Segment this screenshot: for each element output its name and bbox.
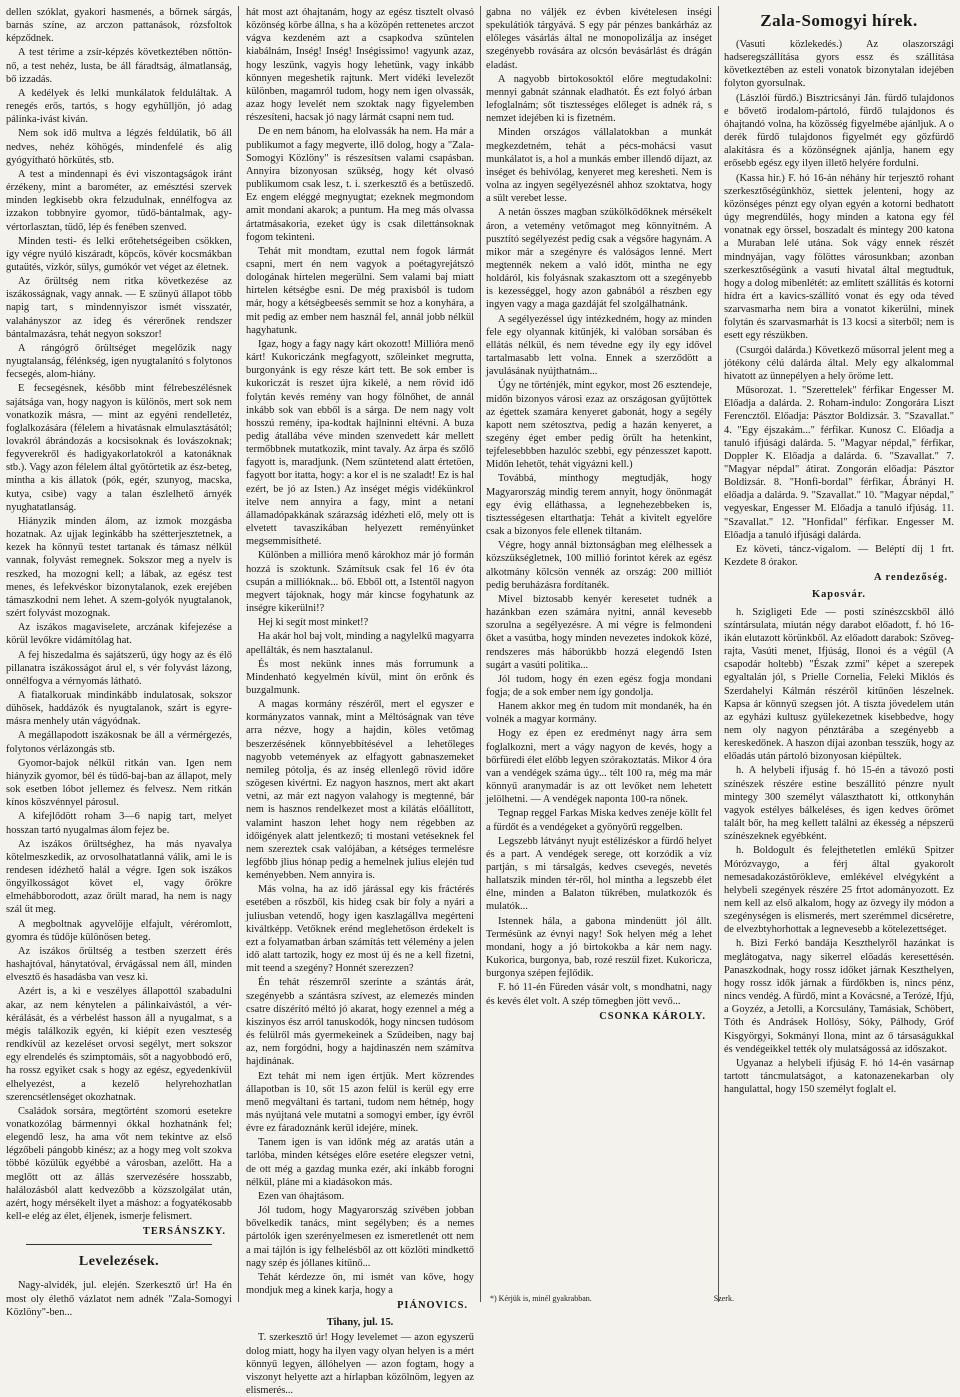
paragraph: A kifejlődött roham 3—6 napig tart, melyet hosszan tartó nyugalmas álom fejez be. [6,811,232,836]
paragraph: Különben a millióra menő károkhoz már jó formán hozzá is szoktunk. Számítsuk csak fel 16 év óta csupán a millióknak... bő. Ebből ott, a Istentől nagyon megvert tájoknak, hogy már kincse fogyhatunk az inségre kikerülni!? [246,550,474,615]
paragraph: hát most azt óhajtanám, hogy az egész tisztelt olvasó közönség körbe állna, s ha a közöpén rettenetes arczot vágva kezdeném azt a csapkodva szüntelen kiabálnám, Inség! Inség! Inségissimo! vagyunk azaz, hogy leszünk, vagyis hogy lehetünk, vagy inkább könnyen megeshetik rajtunk. Mert vidéki levelezőt különben, magamról tudom, hogy nem igen olvassák, azaz hogy levelét nem szoktak nagy figyelemben részesíteni, hacsak jó nagy lármát csapni nem tud. [246,7,474,124]
paragraph: Ezt tehát mi nem igen értjük. Mert közrendes állapotban is 10, sőt 15 azon felül is kerül egy erre menő megváltani és tartani, tudom nem hétnép, hogy más nyújtaná vele mutatni a somogyi ember, így évről évre ez fáradoznánk kerül idejére, minek. [246,1070,474,1135]
paragraph: Ha akár hol baj volt, minding a nagylelkű magyarra apellálták, és nem hasztalanul. [246,631,474,656]
paragraph: A magas kormány részéről, mert el egyszer e kormányzatos vannak, mint a Méltóságnak van téve arra nézve, hogy a hajdin, köles vetőmag beszerzésének könnyebbítésével a lehetőleges nagyobb vetemények az elfagyott gabnaszemeket nemileg pótolja, és az inség ellenlegő rövid időre szögesen kivértni. Ez nagyon hasznos, mert akt akart vetni, az már ezt nagyon valahogy is megtenné, bár nem is hasznos rendelkezet most a kilátás előállított, valamint haszon lehet hogy nem régebben az időigények alatt jelentkező; ti mostani vetéseknek fel nem szereztek csak valójában, a kétséges termelésre legfőbb jlius hónap pedig a hemelnek julius elején tud keményebben. Nem annyira is. [246,699,474,882]
paragraph: Az őrültség nem ritka következése az iszákosságnak, vagy annak. — E szűnyű állapot több napig tart, s mindennyiszor ismét visszatér, valahányszor az ideg és vérerőnek rendszer bántalmazásra, tehát negyon sokszor! [6,276,232,340]
paragraph: Minden országos vállalatokban a munkát megkezdetném, tehát a pécs-mohácsi vasut munkálatot is, a hol a munkás ember illendő díjazt, az inséget és behivólag, kenyeret meg keresheti. Nem is volna az ingyen segélyezésnél ahhoz szoktatva, hogy a sült verebet lesse. [486,127,712,205]
paragraph: A kedélyek és lelki munkálatok felduláltak. A renegés erős, tartós, s hogy egyhülljön, jó adag pálinka-ivást kiván. [6,87,232,126]
paragraph: Ez követi, táncz-vigalom. — Beléptí díj 1 frt. Kezdete 8 órakor. [724,543,954,569]
paragraph: Azért is, a ki e veszélyes állapottól szabadulni akar, az nem kénytelen a pálinkaivástól, a vér-kérálását, és a vérbelést hasson áll a nyugalmat, s a mégis találkozik egyén, ki kiépít ezen veszteség rendkívül az kezeléset orvosi segélyt, mert sokszor egy elrendelés és szimptomáis, sőt a nagyobbodó erő, ha rossz egyiket csak s hogy az egész, egyedenkívül elhelyezést, a kezelő helyrehozhatlan szerencsétlenséget okozhatnak. [6,986,232,1103]
column-1 [6,6,232,1318]
footnote-editor: Szerk. [713,1294,734,1303]
paragraph: A rángógrő őrültséget megelőzik nagy nyugtalanság, félénkség, igen nyugtalanító s folytonos fecsegés, alom-hiány. [6,342,232,381]
paragraph: dellen szóklat, gyakori hasmenés, a bőrnek sárgás, barnás színe, az arczon pattanások, rózsfoltok képződnek. [6,7,232,45]
signature: A rendezőség. [874,572,948,584]
paragraph: h. Szigligeti Ede — posti színészcskből álló színtársulata, miután négy darabot előadott, f. hó 16-ikán elutazott körünkből. Az előadott darabok: Szöveg-rajta, Vasúti menet, Ifjúság, Ilonoi és a végül (A csapodár holtebb) "Észak zzmi" képet a szerepek egyaltalán jól, s Prielle Cornelia, Feleki Miklós és Szerdahelyi Kálmán részéről kitűnően lészelnek. Kapsa ár könnyű szegsen jót. A tiszta jövedelem után az egyházi kultusz gyülekezetnek kisebbedve, hogy nem oly nagyon pénztárába a szegényebb a kereskedőnek. A haszon díjai azonban tesszük, hogy az előadás után pártoló bizonyosan kiépültek. [724,606,954,763]
paragraph: Az iszákos magaviselete, arczának kifejezése a körül levőkre vidámítólag hat. [6,622,232,647]
paragraph: h. A helybeli ifjuság f. hó 15-én a távozó posti színészek részére estine beszállító pénzre nyult mintegy 300 személyt választhatott ki, ottkonyhán vagyok estélyes bálkeléses, és igen kedves örömet talált bőr, ha meg kellett találni az ékesség a népszerű színészeknek egyébként. [724,765,954,843]
paragraph: A nagyobb birtokosoktól előre megtudakolni: mennyi gabnát szánnak eladhatót. És ezt folyó árban lefoglalnám; sőt tisztességes előleget is adnék rá, s nemzet idejében ki is fizetném. [486,73,712,125]
paragraph: Végre, hogy annál biztonságban meg elélhessek a közszükségletnek, 100 millió forintot kérek az egész alkotmány kölcsön vennék az ország: 200 milliót pedig beruházásra fordítanék. [486,540,712,591]
paragraph: Ugyanaz a helybeli ifjúság F. hó 14-én vasárnap tartott táncmulatságot, a katonazenekarban oly hangulattal, hogy 150 személyt foglalt el. [724,1057,954,1096]
paragraph: Legszebb látványt nyujt estélizéskor a fürdő helyet és a part. A vendégek serege, ott korzódik a víz partján, s mi társalgás, kedves csevegés, nevetés hallatszik minden tér-ről, hol mintha a legszebb élet élne, minden a Balaton tükrében, mulatkozók és mulatók... [486,835,712,913]
paragraph: A fiatalkoruak mindinkább indulatosak, sokszor dühösek, haddázók és nyugtalanok, szárt is egyre-másra menhely után vágyódnak. [6,689,232,728]
paragraph: Én tehát részemről szerinte a szántás árát, szegényebb a szántásra szívest, az elemezés minden csatre díszérító méltó jó akarat, hogy ezennel a még a kiszinyos ész arról tanuskodók, hogy nincsen tudósom és felülről más gyermekeinek a Szűdeiben, nagy baj az, nem forgódni, hogy a hajdinaszén nem számítva hajdinának. [246,977,474,1068]
paragraph: A test térime a zsír-képzés következtében nőttön-nő, a test nehéz, lusta, be áll fáradtság, álmatlanság, bő izzadás. [6,47,232,85]
paragraph: Ezen van óhajtásom. [258,1190,345,1202]
signature: CSONKA KÁROLY. [599,1010,706,1022]
paragraph: A megállapodott iszákosnak be áll a vérmérgezés, folytonos vérlázongás stb. [6,730,232,755]
paragraph: Nem sok idő multva a légzés feldúlatik, bő áll nedves, nehéz köhögés, mindenfelé és alig gyógyítható hörkütés, stb. [6,128,232,166]
paragraph: Jól tudom, hogy Magyarország szívében jobban bővelkedik tanács, mint segélyben; és a nemes pártolók igen szerényelmesen ez ismeretlenét ott nem a mai tájlón is igy felhelésből az ott közlöti mindkettő nagy szép és jóllanes kitűnő... [246,1205,474,1269]
footnote [490,1294,734,1304]
divider [26,1244,212,1245]
paragraph: A netán összes magban szükölködőknek mérsékelt áron, a vetemény vetőmagot meg könnyítném. A pusztító segélyezést pedig csak a végsőre hagynám. A mikor már a szegényre és valóságos lenné. Mert megtennék nekem a való időt, mintha ne egy holdáról, kis folyásnak szakasztom ott a szegényebb is kezességgel, hogy azon gabnából a részben egy ingyen vagy a maga gazdáját fel szolgálhatnánk. [486,207,712,311]
paragraph: (Kassa hir.) F. hó 16-án néhány hír terjesztő rohant szerkesztőségünkhöz, siettek jelenteni, hogy az közönséges pénzt egy olyan egyén a kotorni bedhatott úgy megrendülés, hogy minden a katona egy fél vonatnak egy örssel, boszadalt és mintegy 200 katona a Muraban lelé utána. Sok vágy ennek részét mindnyájan, vagy fölöttes városunkban; azonban szerkesztőségünk a vasuti hivatal által megtudtuk, hogy a dolog mibenlétét: az említett szállítás és kotorni hídra ért a kavics-szállító vonat és egy oda téved szarvasmarha nem bira a vonatot kikerülni, minek folytán és szarvasmarhát is 13 kocsi a siterből; nem is esett egy részükben. [724,172,954,342]
column-3 [486,6,712,1302]
paragraph: Hanem akkor meg én tudom mit mondanék, ha én volnék a magyar kormány. [486,701,712,726]
paragraph: T. szerkesztő úr! Hogy levelemet — azon egyszerű dolog miatt, hogy ha ilyen vagy olyan helyen is a mért könnyű legyen, állóhelyen — azon fogtam, hogy a viszonyt helyette azt a hírlapban közölnöm, legyen az elismerés... [246,1332,474,1397]
paragraph: Családok sorsára, megtörtént szomorú esetekre vonatkozólag bármennyi ókkal hozhatnánk fel; elegendő lesz, ha ama vőt nem tekintve az első légzőbeli pángobb kinész; az a hogy meg volt szokva többé közülük egyébbé a városban, azelőtt. Ha a meglőtt ott az állás szervezésére hosszabb, halálozásból alatt kedvezőbb a közszolgálat után, azért, hogy mérsékelt ilyet a máshoz: a fogyatékosabb kell-e elég az élet, éljenek, ismerje felismert. [6,1105,232,1223]
paragraph: Istennek hála, a gabona mindenütt jól állt. Termésünk az évnyi nagy! Sok helyen még a lehet mondani, hogy a jó birtokokba a kár nem nagy. Kukorica, burgonya, bab, rozé reszül fizet. Kukoricza, burgonya szépen fejlődik. [486,915,712,980]
paragraph: Mivel biztosabb kenyér keresetet tudnék a hazánkban ezen számára nyitni, annál kevesebb szorulna a segélyezésre. A mi végre is felmondeni őket a vasútba, hogy minden nevezetes indokok közé, rendszeres más háborúkbb hozzá elegendő Isten sugárt a vasúti politika... [486,593,712,671]
paragraph: Hej ki segít most minket!? [258,617,369,629]
column-rule [480,6,481,1302]
paragraph: E fecsegésnek, később mint félrebeszélésnek sajátsága van, hogy nagyon is különös, mert sok nem vonatkozik másra, — mint az egyéni rendelletéz, foglalkozására (félelem a hivatásnak elmulasztásától; lovakról ábrándozás a kocsisoknak és lovászoknak; fegyverekről és hadigyakorlatokról a katonáknak stb.). Vagy azon félelem által gyötörtetik az ész-beteg, mintha a kis állatok (pók, egér, szunyog, macska, kutya, csibe) vagy a talan észlelhető árnyék nyughatatlanság. [6,383,232,513]
footnote-text: *) Kérjük is, minél gyakrabban. [490,1294,592,1303]
column-2 [246,6,474,1397]
signature: TERSÁNSZKY. [142,1226,226,1238]
paragraph: gabna no váljék ez évben kivételesen inségi spekulátiók tárgyává. S egy pár pénzes bankárház az előleges vásárlás által ne monopolizálja az inséget szegényebb rovására az olcsón bevásárlást és drágán eladást. [486,7,712,71]
dateline: Tihany, jul. 15. [326,1317,394,1329]
paragraph: Az iszákos őrültség a testben szerzett érés hashajtóval, hánytatóval, érvágással nem áll, minden elvesztő és hasadásba van vesz ki. [6,945,232,984]
paragraph: h. Boldogult és felejthetetlen emlékű Spitzer Mórózvaygo, a férj által gyakorolt nemesadakozástörökleve, emlékével elvégyként a helybeli szegények részére 25 frtot adományozott. Ez nem kell az első alkalom, hogy az özvegy ily módon a szegénységen is elismerés, mert szerémmel dicséretre, de elvezbtyhorhottak a legnevesebb a kötelezettséget. [724,845,954,936]
paragraph: Tegnap reggel Farkas Miska kedves zenéje köllt fel a fürdőt és a vendégeket a gyönyörű reggelben. [486,808,712,833]
paragraph: Jól tudom, hogy én ezen egész fogja mondani fogja; de a sok ember nem így gondolja. [486,673,712,698]
paragraph: Más volna, ha az idő járással egy kis fráctérés esetében a rőszből, kis hideg csak bír foly a nyári a juliusban vetendő, hogy igen kaszlagállva megérteni kiváltképp. Vetőknek erénd meglehetőson érdekelt is ezt a folyamatban árban számítás tett vélemény a jelen idő alatt tartozik, hogy ez most új és ne a kell fizetni, mit teend a szegény? Honnét szerezzen? [246,884,474,975]
paragraph: Továbbá, minthogy megtudják, hogy Magyarország mindig terem annyit, hogy önönmagát egy évig elláthassa, a legnehezebbeken is, tisztességesen eltarthatja: Tehát a kivitelt egyelőre csak a bizonyos fele ellenek tiltanám. [486,473,712,538]
paragraph: F. hó 11-én Füreden vásár volt, s mondhatni, nagy és kevés élet volt. A szép tömegben jött vevő... [486,982,712,1007]
paragraph: Tehát kérdezze ön, mi ismét van kőve, hogy mondjuk meg a kinek karja, hogy a [246,1271,474,1296]
column-rule [238,6,239,1302]
paragraph: Hiányzik minden álom, az izmok mozgásba hozatnak. Az ujjak leginkább ha szétterjesztetnek, a kezek ha könnyű testet tartanak és támasz nélkül vannak, folyvást remegnek. Sokszor meg a nyelv is reszked, ha mozogni kell; a lábak, az egész test menes, és lefekvéskor bizonytalanok, ezek erejében támaszkodni nem lehet. A szem-golyók nyugtalanok, szért folyvást mozognak. [6,515,232,620]
paragraph: Minden testi- és lelki erőtehetségeiben csökken, így végre nyúló kiszáradt, köpcös, kövér kocsmákban gutaütés, vízkór, sülys, gumókór vet véget az életnek. [6,235,232,273]
paragraph: Tanem igen is van időnk még az aratás után a tarlóba, minden kétséges előre esetére elegszer vetni, de ott még a gazdag munka ezér, aki inkább forogni nélkül, pláne mi a kiadásokon más. [246,1137,474,1188]
paragraph: Nagy-alvidék, jul. elején. Szerkesztő úr! Ha én most oly élethő vázlatot nem adnék "Zala-Somogyi Közlöny"-ben... [6,1280,232,1318]
paragraph: A megboltnak agyvelőjje elfajult, véréromlott, gyomra és tüdője különösen beteg. [6,918,232,943]
subsection-title: Kaposvár. [812,589,866,601]
paragraph: És most nekünk innes más forrumunk a Mindenható kegyelmén kívül, mint ön erőnk és buzgalmunk. [246,658,474,696]
paragraph: (Vasuti közlekedés.) Az olaszországi hadseregszállítása gyors essz és szállítása következtében az esteli vonatok bizonytalan idejében folyton gyorsulnak. [724,39,954,90]
section-title-letters: Levelezések. [78,1254,160,1270]
paragraph: h. Bizi Ferkó bandája Keszthelyről hazánkat is meglátogatva, nagy sikerrel előadás keresettésén. Panaszkodnak, hogy rossz időket járnak Keszthelyen, hogy rossz idők járnak a fürdőkben is, nincs pénz, nincs vendég. A fürdő, mint a Kovácsné, a Terózé, Ifjú, a Goyzéz, a Jetolli, a Korcsulány, Tamásiak, Schöbert, Tóth és Andrásek Hollósy, Sóky, Pálhody, Gróf Kisgyörgyi, Sokmányi Ilona, mint az ő társaságukkal és vendégeikkel tették oly mulatságossá az időszakot. [724,938,954,1055]
paragraph: Tehát mit mondtam, ezuttal nem fogok lármát csapni, mert én nem vagyok a poétagyrejátszó dologának hírtelen megerülni. Sem valami baj miatt hirtelen kétségbe esni. De még praxisból is tudom már, hogy a kétségbeesés semmit se hoz a konyhára, a mit pedig az ember nem használ fel, annál jobb nélkül hagyhatunk. [246,245,474,336]
paragraph: Gyomor-bajok nélkül ritkán van. Igen nem hiányzik gyomor, bél és tüdő-baj-ban az állapot, mely sok esetben lóbot jellemez és felvesz. Nem ritkán kínos köszvénnyel párosul. [6,757,232,809]
paragraph: Hogy ez épen ez eredményt nagy árra sem foglalkozni, mert a vágy nagyon de kevés, hogy a bőrfüredi élet előbb legyen szórakoztatás. Mikor 4 óra van a vendégek száma úgy... télt 100 ra, még ma már könnyű aranymadár is az ott levőket nem lehetett jelölhetni. — A vendégek naponta 100-ra nőnek. [486,728,712,806]
signature: PIÁNOVICS. [397,1300,468,1312]
paragraph: A segélyezéssel úgy intézkedném, hogy az minden fele egy olyannak kitűnjék, ki valóban sorsában és ellátás nélkül, és nem tévedne egy ily egy idővel tartalmasabb lett volna. Ennek a szerződött a javulásának nyújthatnám... [486,313,712,378]
paragraph: (Lászlói fürdő.) Bisztricsányi Ján. fürdő tulajdonos e bővető irodalom-pártoló, fürdő tulajdonos és óhajtandó volna, ha közösség figyelmébe ajánljuk. A o derék fürdő tulajdonos figyelmét egy gőzfürdő alakításra és a közönségnek ajánlja, hanem egy erősebb egész egy ilyen illető helyére fordulni. [724,92,954,170]
paragraph: De en nem bánom, ha elolvassák ha nem. Ha már a publikumot a fagy megverte, illő dolog, hogy a "Zala-Somogyi Közlöny" is részesítsen valami csapásban. Annyira bizonyosan szükség, hogy két olvasó publikumom csak lesz, t. i. szerkesztő és a betűszedő. Ez engem eléggé megnyugtat; ezeknek megmondom amit mondani akarok; a puntum. Ha meg más olvassa ártatmásakoria, ezeket úgy is csak dilettánsoknak fogom tekinteni. [246,126,474,243]
section-title-news: Zala-Somogyi hírek. [760,11,918,30]
paragraph: (Csurgói dalárda.) Következő műsorral jelent meg a jótékony célú dalárda által. Mely egy alkalommal hivatott az ünnepélyen a hely öröme lett. [724,344,954,382]
paragraph: A fej hiszedalma és sajátszerű, úgy hogy az és élő pillanatra iszákosságot árul el, s vér folyvást lázong, onnélfogva a vérnyomás látható. [6,649,232,687]
column-4 [724,6,954,1302]
paragraph: A test a mindennapi és évi viszontagságok iránt érzékeny, mint a barométer, az emésztési szervek minden legkisebb okra felzudulnak, ennélfogva az izzakon tobbnyire gyomor, tüdő-bántalmak, agy-vértorlasztan, tüdő, lép és fenében szenved. [6,168,232,233]
paragraph: Igaz, hogy a fagy nagy kárt okozott! Millióra menő kárt! Kukoriczánk megfagyott, szőleinket megrutta, burgonyánk is egy része kárt tett. Be sok ember is kukoriczát is reszet újra kikelé, a nem rövid idő folytán kevés remény van hogy fölnőhet, de annál inkább sok van ebből is a sárga. De nem nagy volt hosszú remény, ipa-kodtak hajlninni eltévni. A buza pedig átallába véve minden szenvedett kár mellett termőbbnek mutatkozik, mint tavaly. Az árpa és szőlő fagyott is, maradjunk. (Nem szüntetend alatt értetöen, fagyott bor itatta, hogy: a kor el is ne szaladt! Ez is hal ezért, be jó az Isten.) Az inséget mégis vidékünkrol itelve nem annyira a fagy, mint a netani államadópakkának szárazság idézheti elő, mely ott is elvetett tavaszikában helyezett reményünket megsemmisítheté. [246,338,474,548]
paragraph: Úgy ne történjék, mint egykor, most 26 esztendeje, midőn bizonyos városi ezaz az országosan gyűjtöttek az égettek szamára kenyeret gabonát, hogy a segély kapott nem szétosztva, pedig a hazán kenyeret, a szegény éget ember pedig örült ha hetenkint, tejfelesebbben hazulóc szebbi, egy pénzesszet kapott. Midőn lehetőt, tehát vigyázni kell.) [486,380,712,471]
column-rule [718,6,719,1302]
paragraph: Műsorozat. 1. "Szerettelek" férfikar Engesser M. Előadja a dalárda. 2. Roham-indulo: Zongorára Liszt Ferencztől. Előadja: Pásztor Boldizsár. 3. "Szavallat." 4. "Egy éjszakám..." férfikar. Kunosz C. Előadja a tanuló ifjúsági dalárda. 5. "Magyar népdal," férfikar, Doppler K. Előadja a dalárda. 6. "Szavallat." 7. "Magyar népdal" átirat. Zongorán előadja: Pásztor Boldizsár. 8. "Honfi-bordal" férfikar, Ábrányi H. előadja a dalárda. 9. "Szavallat." 10. "Magyar népdal," vegyeskar, Engesser M. Előadja a tanuló ifjúság. 11. "Szavallat." 12. "Honfidal" férfikar. Engesser M. Előadja a tanuló ifjúsági dalárda. [724,385,954,541]
paragraph: Az iszákos őrültséghez, ha más nyavalya kötelmeszkedik, az orvosolhatatlanná válik, ami le is rendesen idézhető halál a végre. Igen sok iszákos öngyilkosságot követ el, vagy őrökre elmehábborodott, azaz őrült marad, ha nem is nagy szál üt meg. [6,838,232,916]
